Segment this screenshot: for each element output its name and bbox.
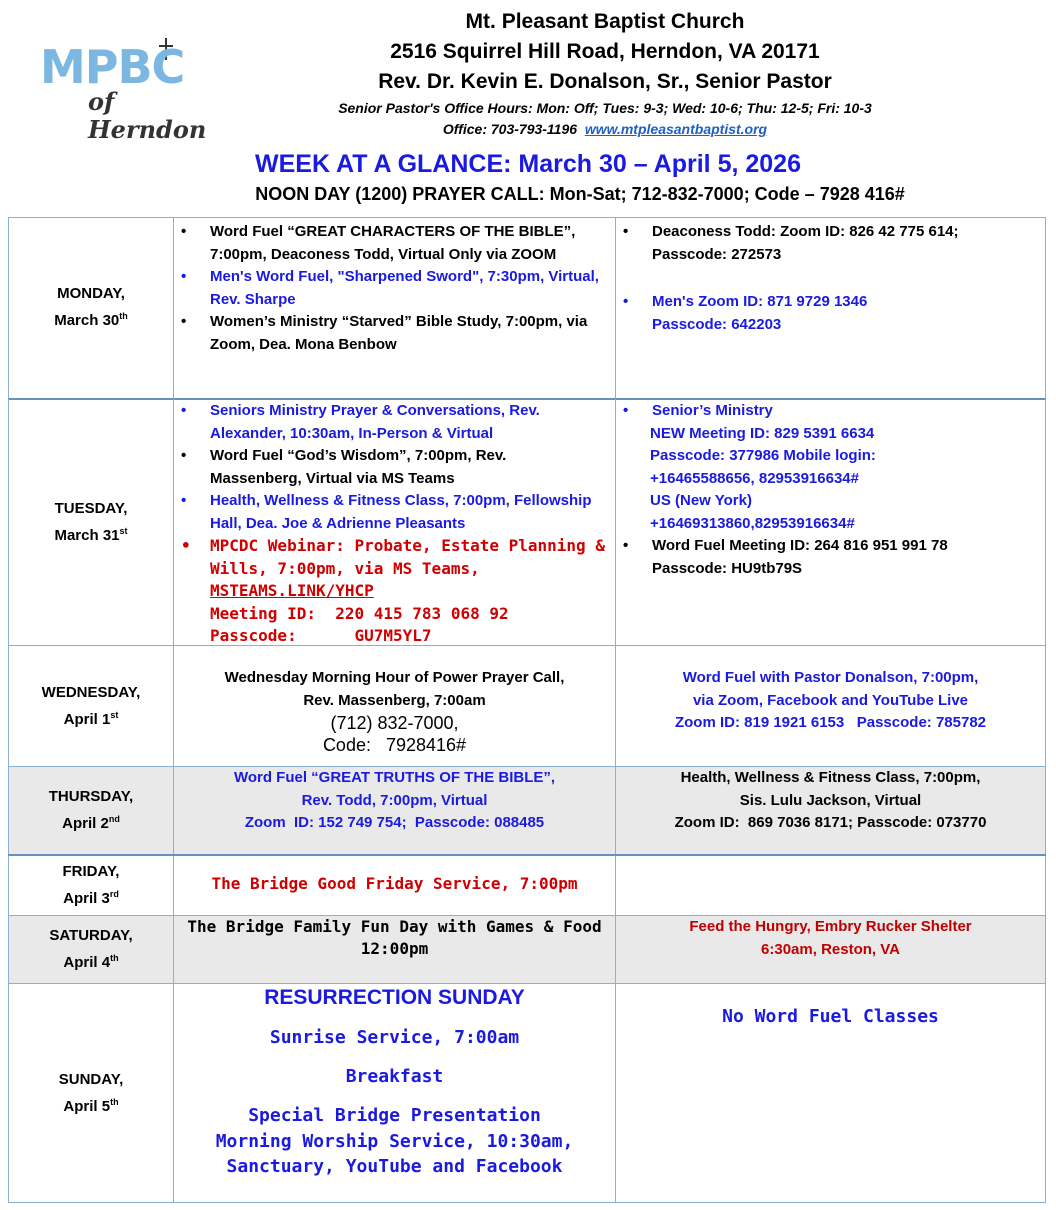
event-item: • Word Fuel “GREAT CHARACTERS OF THE BIBLE”, 7:00pm, Deaconess Todd, Virtual Only via ZOOM: [174, 221, 615, 266]
webinar-title: MPCDC Webinar: Probate, Estate Planning & Wills, 7:00pm, via MS Teams,: [210, 536, 605, 578]
events-cell: [174, 646, 616, 766]
info-line: 6:30am, Reston, VA: [761, 940, 900, 958]
event-line: Rev. Massenberg, 7:00am: [303, 691, 486, 709]
event-line: Rev. Todd, 7:00pm, Virtual: [301, 791, 488, 809]
info-line: Zoom ID: 869 7036 8171; Passcode: 073770: [674, 814, 987, 831]
event-item: • Men's Word Fuel, "Sharpened Sword", 7:30pm, Virtual, Rev. Sharpe: [174, 266, 615, 311]
senior-pastor: Rev. Dr. Kevin E. Donalson, Sr., Senior Pastor: [378, 70, 832, 93]
office-phone: Office: 703-793-1196: [442, 121, 578, 137]
service-line: Morning Worship Service, 10:30am,: [215, 1130, 574, 1152]
day-cell: [9, 856, 174, 915]
day-cell: [9, 217, 174, 398]
office-line: [200, 121, 1010, 137]
events-cell: [174, 767, 616, 854]
event-line: Wednesday Morning Hour of Power Prayer Call,: [224, 669, 565, 686]
detail-line: +16465588656, 82953916634#: [650, 469, 859, 487]
church-name: Mt. Pleasant Baptist Church: [465, 10, 745, 33]
info-line: Zoom ID: 819 1921 6153 Passcode: 785782: [674, 714, 986, 731]
info-cell: [616, 916, 1045, 983]
info-cell: [616, 767, 1045, 854]
event-line: Zoom ID: 152 749 754; Passcode: 088485: [244, 814, 545, 831]
prayer-code: Code: 7928416#: [322, 735, 467, 755]
events-cell: [174, 217, 616, 398]
events-cell: [174, 984, 616, 1202]
event-item: • Health, Wellness & Fitness Class, 7:00pm, Fellowship Hall, Dea. Joe & Adrienne Pleasants: [174, 490, 615, 535]
day-name: FRIDAY,: [62, 863, 120, 880]
detail-line: NEW Meeting ID: 829 5391 6634: [650, 424, 875, 442]
service-line: Special Bridge Presentation: [248, 1105, 541, 1126]
events-cell: [174, 399, 616, 645]
info-item: • Men's Zoom ID: 871 9729 1346 Passcode: 642203: [616, 291, 1045, 336]
event-item: • Seniors Ministry Prayer & Conversations, Rev. Alexander, 10:30am, In-Person & Virtual: [174, 400, 615, 445]
office-hours: Senior Pastor's Office Hours: Mon: Off; Tues: 9-3; Wed: 10-6; Thu: 12-5; Fri: 10-3: [338, 100, 872, 116]
event-line: 12:00pm: [360, 939, 429, 958]
event-line: The Bridge Family Fun Day with Games & Food: [187, 917, 602, 936]
row-sunday: [8, 984, 1046, 1203]
webinar-meeting-id: Meeting ID: 220 415 783 068 92: [210, 603, 509, 623]
noon-prayer-call: NOON DAY (1200) PRAYER CALL: Mon-Sat; 712-832-7000; Code – 7928 416#: [255, 184, 905, 204]
info-cell: [616, 646, 1045, 766]
senior-zoom-details: [616, 423, 1045, 536]
event-item: • Word Fuel “God’s Wisdom”, 7:00pm, Rev. Massenberg, Virtual via MS Teams: [174, 445, 615, 490]
day-date: April 5th: [63, 1096, 119, 1115]
detail-line: US (New York): [650, 492, 752, 509]
detail-line: +16469313860,82953916634#: [650, 514, 855, 532]
day-name: TUESDAY,: [54, 499, 128, 517]
day-date: April 1st: [63, 709, 119, 728]
day-date: April 4th: [63, 953, 119, 971]
prayer-phone: (712) 832-7000,: [330, 713, 459, 733]
service-line: Sanctuary, YouTube and Facebook: [226, 1156, 563, 1177]
day-name: WEDNESDAY,: [41, 683, 141, 701]
row-saturday: [8, 916, 1046, 983]
senior-ministry-title: Senior’s Ministry: [652, 402, 773, 419]
detail-line: Passcode: 377986 Mobile login:: [650, 447, 876, 464]
row-wednesday: [8, 646, 1046, 766]
day-cell: [9, 984, 174, 1202]
info-item: • Word Fuel Meeting ID: 264 816 951 991 78 Passcode: HU9tb79S: [616, 535, 1045, 580]
website-link[interactable]: www.mtpleasantbaptist.org: [584, 121, 768, 137]
event-line: The Bridge Good Friday Service, 7:00pm: [211, 874, 578, 893]
day-date: March 31st: [54, 525, 128, 544]
day-cell: [9, 646, 174, 766]
info-line: Sis. Lulu Jackson, Virtual: [739, 791, 922, 809]
special-presentation: [174, 1103, 615, 1180]
week-at-a-glance-title: WEEK AT A GLANCE: March 30 – April 5, 2026: [255, 150, 801, 178]
day-date: April 2nd: [62, 814, 120, 832]
church-address: 2516 Squirrel Hill Road, Herndon, VA 20171: [390, 40, 820, 63]
info-item: • Deaconess Todd: Zoom ID: 826 42 775 614; Passcode: 272573: [616, 221, 1045, 266]
day-date: March 30th: [54, 311, 128, 329]
sunrise-service: Sunrise Service, 7:00am: [269, 1027, 520, 1048]
day-cell: [9, 767, 174, 854]
day-name: MONDAY,: [57, 285, 125, 302]
events-cell: [174, 916, 616, 983]
info-cell: [616, 856, 1045, 915]
info-line: Feed the Hungry, Embry Rucker Shelter: [689, 918, 972, 935]
info-cell: [616, 399, 1045, 645]
info-line: via Zoom, Facebook and YouTube Live: [692, 691, 969, 709]
info-line: No Word Fuel Classes: [722, 1006, 939, 1027]
row-monday: [8, 217, 1046, 398]
day-cell: [9, 916, 174, 983]
row-tuesday: [8, 399, 1046, 645]
info-item: [616, 400, 1045, 423]
day-name: SUNDAY,: [58, 1070, 124, 1088]
sunday-title: RESURRECTION SUNDAY: [264, 986, 525, 1009]
info-cell: [616, 984, 1045, 1202]
row-thursday: [8, 767, 1046, 854]
day-cell: [9, 399, 174, 645]
logo-of-herndon: of Herndon: [88, 87, 207, 144]
breakfast: Breakfast: [345, 1066, 444, 1087]
logo-mpbc: MPBC: [40, 40, 185, 94]
webinar-passcode: Passcode: GU7M5YL7: [210, 626, 432, 645]
event-line: Word Fuel “GREAT TRUTHS OF THE BIBLE”,: [233, 769, 556, 786]
info-cell: [616, 217, 1045, 398]
row-friday: [8, 856, 1046, 915]
info-line: Health, Wellness & Fitness Class, 7:00pm,: [680, 769, 981, 786]
day-name: SATURDAY,: [49, 927, 133, 944]
webinar-link[interactable]: MSTEAMS.LINK/YHCP: [210, 581, 374, 600]
day-name: THURSDAY,: [48, 788, 134, 805]
info-line: Word Fuel with Pastor Donalson, 7:00pm,: [682, 669, 979, 686]
event-item: • Women’s Ministry “Starved” Bible Study, 7:00pm, via Zoom, Dea. Mona Benbow: [174, 311, 615, 356]
day-date: April 3rd: [63, 889, 119, 907]
webinar-item: [174, 535, 615, 648]
events-cell: [174, 856, 616, 915]
